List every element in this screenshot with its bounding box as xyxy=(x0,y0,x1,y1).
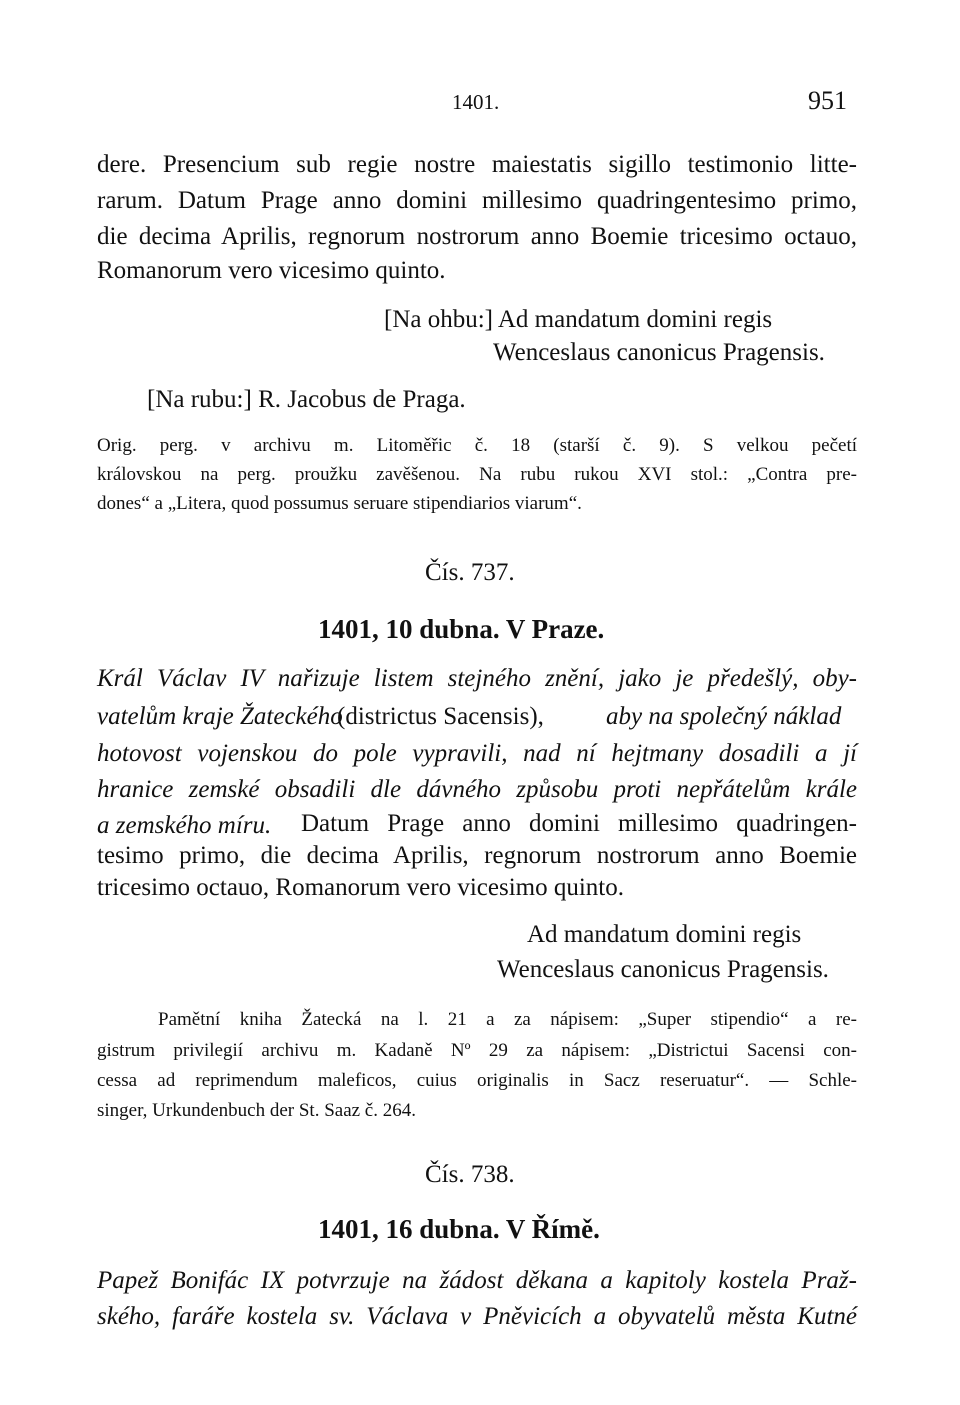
archival-note-line: singer, Urkundenbuch der St. Saaz č. 264. xyxy=(97,1100,416,1121)
body-line: dere. Presencium sub regie nostre maiestatis sigillo testimonio litte- xyxy=(97,151,857,178)
body-line: tricesimo octauo, Romanorum vero vicesimo quinto. xyxy=(97,874,624,901)
body-line: rarum. Datum Prage anno domini millesimo quadringentesimo primo, xyxy=(97,187,857,214)
body-line: tesimo primo, die decima Aprilis, regnorum nostrorum anno Boemie xyxy=(97,842,857,869)
summary-line: Papež Bonifác IX potvrzuje na žádost děkana a kapitoly kostela Praž- xyxy=(97,1267,857,1294)
archival-note-line: dones“ a „Litera, quod possumus seruare stipendiarios viarum“. xyxy=(97,493,582,514)
archival-note-line: gistrum privilegií archivu m. Kadaně Nº 29 za nápisem: „Districtui Sacensi con- xyxy=(97,1040,857,1061)
document-number: Čís. 738. xyxy=(425,1161,515,1188)
archival-note-line: Orig. perg. v archivu m. Litoměřic č. 18 (starší č. 9). S velkou pečetí xyxy=(97,435,857,456)
summary-line: ského, faráře kostela sv. Václava v Pněvicích a obyvatelů města Kutné xyxy=(97,1303,857,1330)
body-line: Romanorum vero vicesimo quinto. xyxy=(97,257,446,284)
page-number: 951 xyxy=(808,86,847,115)
document-number: Čís. 737. xyxy=(425,559,515,586)
summary-line: (districtus Sacensis), xyxy=(337,703,544,730)
summary-line: hotovost vojenskou do pole vypravili, nad ní hejtmany dosadili a jí xyxy=(97,740,857,767)
running-head-year: 1401. xyxy=(452,90,500,114)
archival-note-line: cessa ad reprimendum maleficos, cuius originalis in Sacz reseruatur“. — Schle- xyxy=(97,1070,857,1091)
summary-line: vatelům kraje Žateckého xyxy=(97,703,343,730)
signature-line: Wenceslaus canonicus Pragensis. xyxy=(497,956,829,983)
document-date-heading: 1401, 16 dubna. V Římě. xyxy=(318,1214,600,1244)
summary-line: hranice zemské obsadili dle dávného způsobu proti nepřátelům krále xyxy=(97,776,857,803)
document-date-heading: 1401, 10 dubna. V Praze. xyxy=(318,614,605,644)
archival-note-line: Pamětní kniha Žatecká na l. 21 a za nápisem: „Super stipendio“ a re- xyxy=(158,1009,857,1030)
signature-line: [Na ohbu:] Ad mandatum domini regis xyxy=(384,306,773,333)
archival-note-line: královskou na perg. proužku zavěšenou. Na rubu rukou XVI stol.: „Contra pre- xyxy=(97,464,857,485)
body-line: Datum Prage anno domini millesimo quadringen- xyxy=(301,810,857,837)
signature-line: Wenceslaus canonicus Pragensis. xyxy=(493,339,825,366)
summary-line: a zemského míru. xyxy=(97,812,272,839)
summary-line: aby na společný náklad xyxy=(606,703,842,730)
signature-line: Ad mandatum domini regis xyxy=(527,921,802,948)
body-line: die decima Aprilis, regnorum nostrorum anno Boemie tricesimo octauo, xyxy=(97,223,857,250)
signature-line: [Na rubu:] R. Jacobus de Praga. xyxy=(147,386,466,413)
summary-line: Král Václav IV nařizuje listem stejného znění, jako je předešlý, oby- xyxy=(97,665,857,692)
